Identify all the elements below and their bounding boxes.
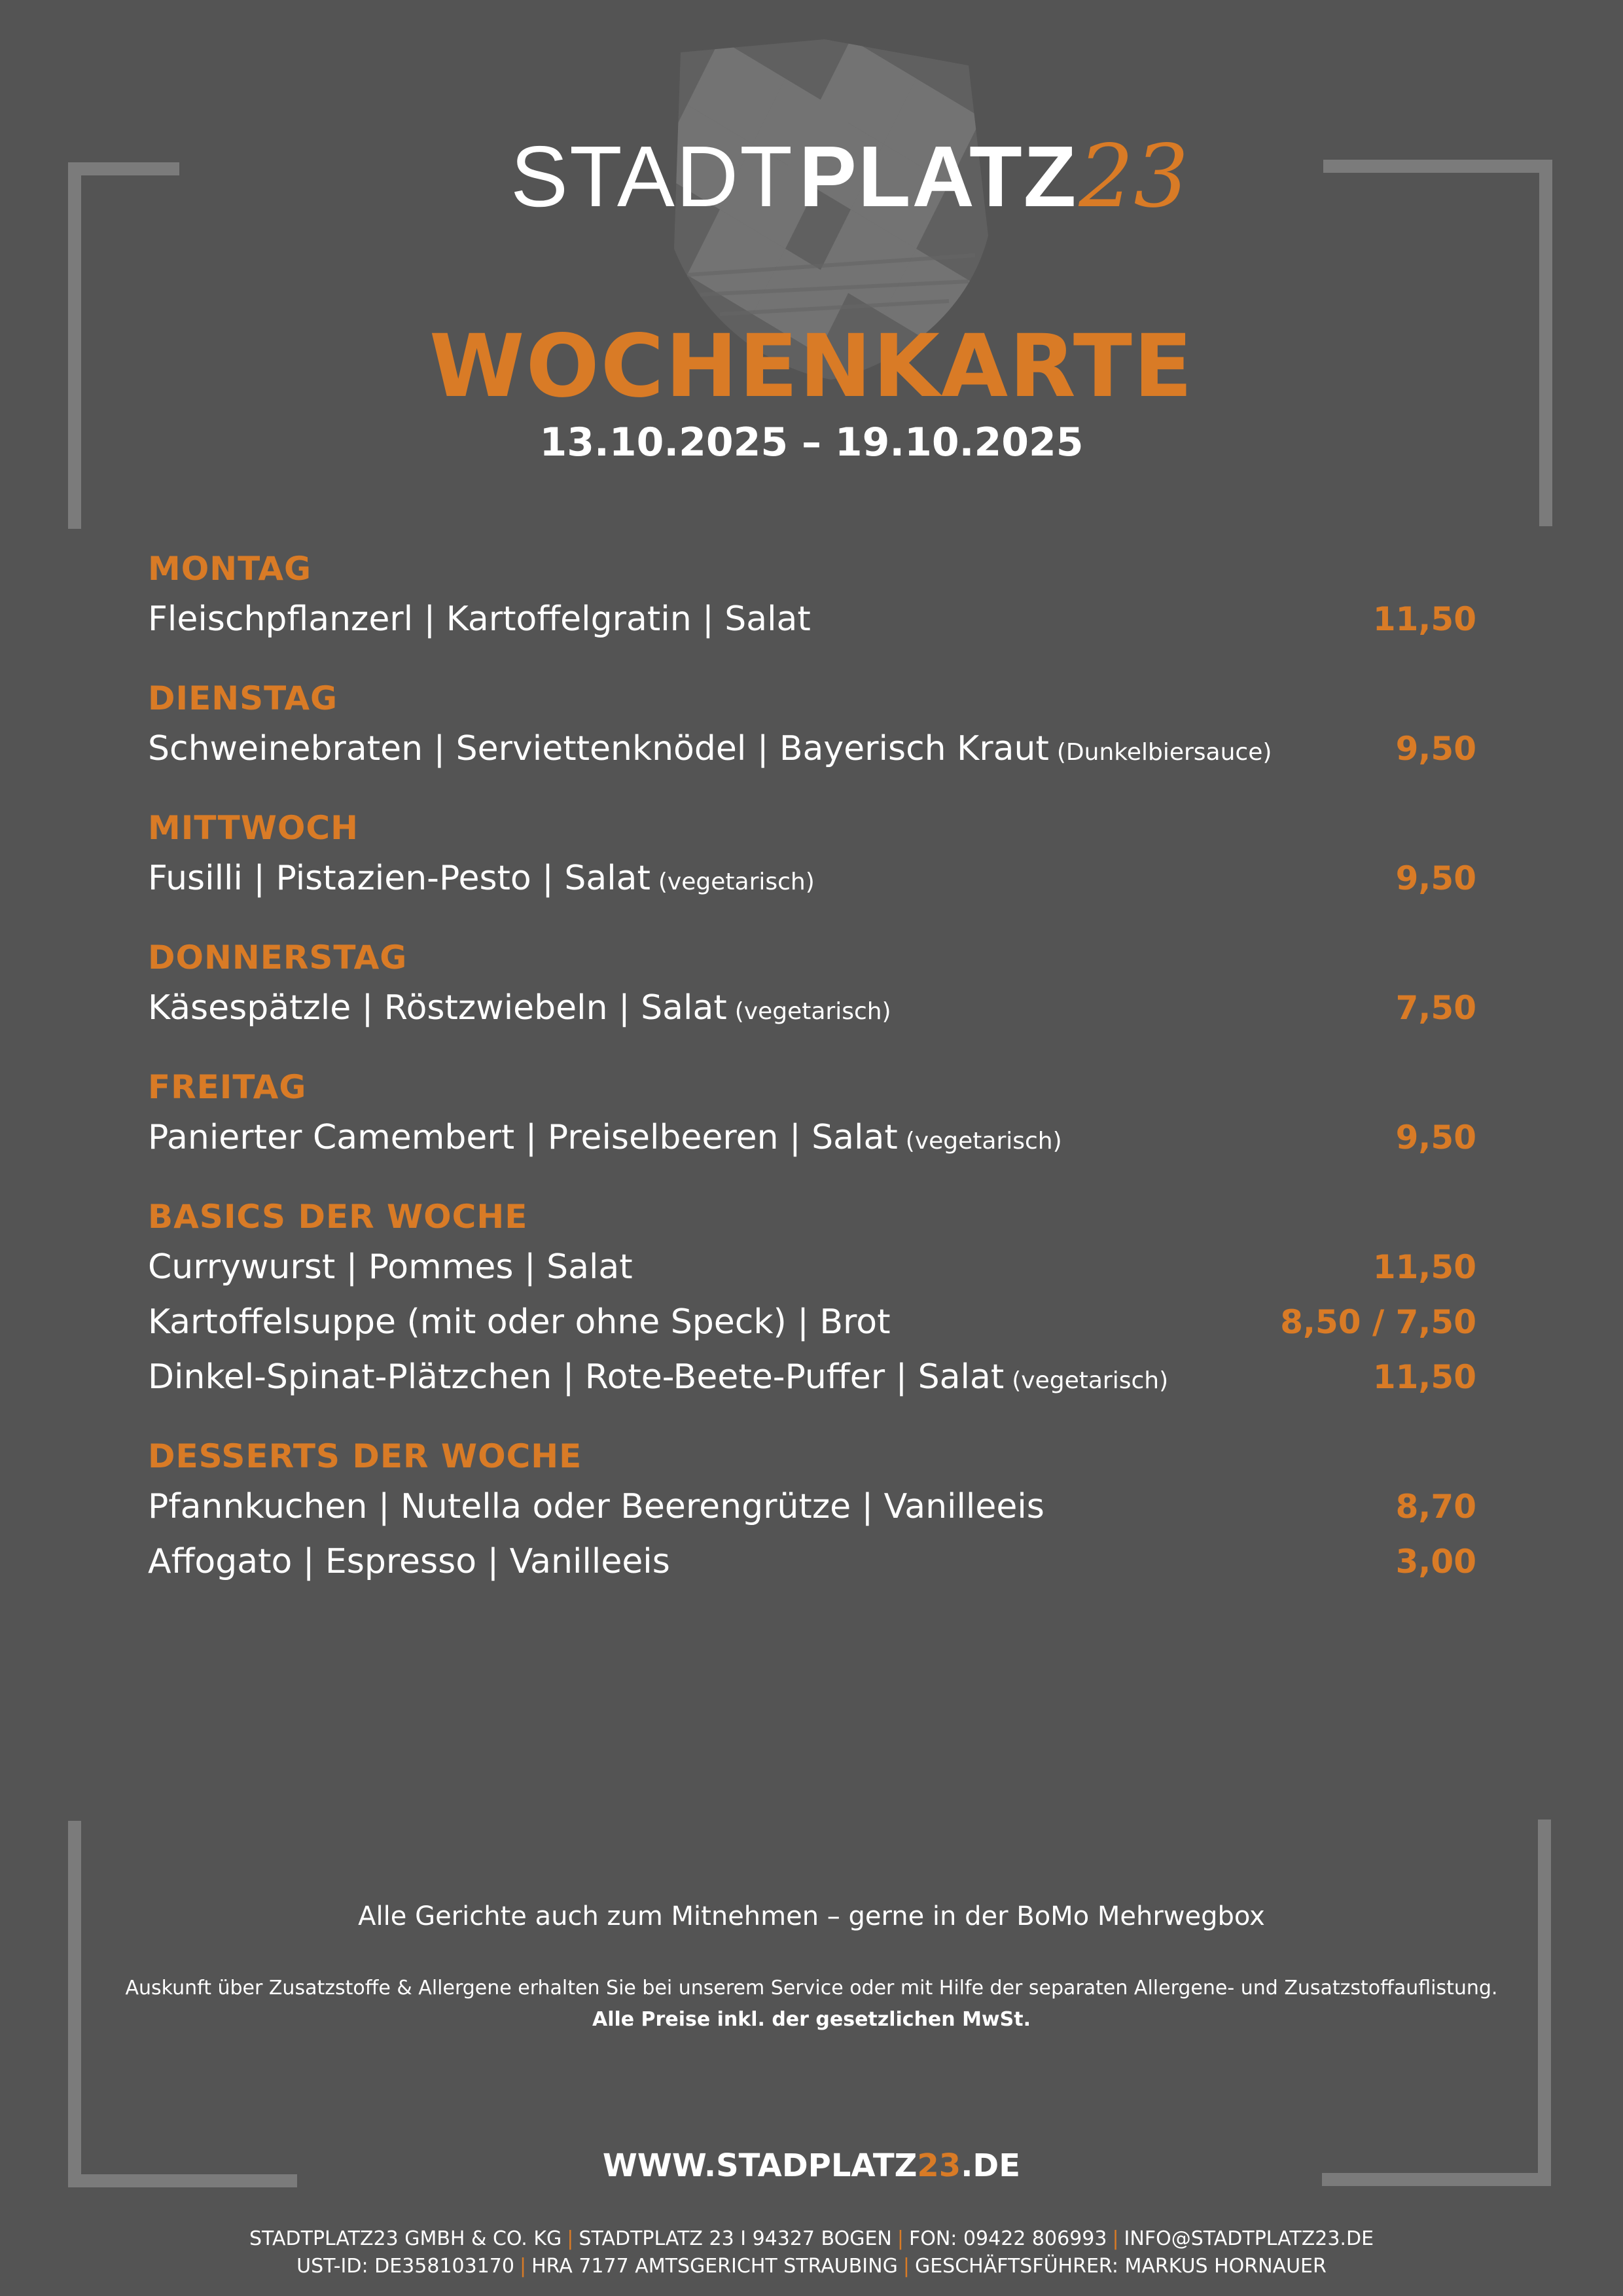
menu-item (148, 980, 1476, 1035)
section-title: MONTAG (148, 550, 312, 588)
item-name (148, 1110, 1062, 1169)
date-range: 13.10.2025 – 19.10.2025 (539, 420, 1084, 465)
legal-manager: GESCHÄFTSFÜHRER: MARKUS HORNAUER (914, 2255, 1327, 2278)
website-part-2: 23 (917, 2147, 961, 2184)
legal-line-2 (0, 2253, 1623, 2280)
item-name (148, 1479, 1044, 1534)
section-title: BASICS DER WOCHE (148, 1198, 528, 1236)
item-name (148, 1534, 670, 1589)
item-name (148, 721, 1272, 780)
separator: | (1112, 2227, 1119, 2250)
section-title: MITTWOCH (148, 809, 359, 847)
legal-company: STADTPLATZ23 GMBH & CO. KG (249, 2227, 562, 2250)
item-name (148, 1350, 1168, 1408)
item-price: 11,50 (1372, 1248, 1476, 1286)
website-part-1: WWW.STADPLATZ (602, 2147, 918, 2184)
section-title: FREITAG (148, 1068, 307, 1106)
item-name-text: Kartoffelsuppe (mit oder ohne Speck) | Brot (148, 1302, 891, 1342)
menu-section-freitag (148, 1064, 1476, 1165)
menu-item (148, 1295, 1476, 1350)
menu-section-basics (148, 1194, 1476, 1405)
item-note: (vegetarisch) (734, 998, 891, 1025)
takeaway-note: Alle Gerichte auch zum Mitnehmen – gerne in der BoMo Mehrwegbox (358, 1901, 1265, 1931)
menu-item (148, 721, 1476, 776)
item-name-text: Affogato | Espresso | Vanilleeis (148, 1542, 670, 1581)
item-name-text: Currywurst | Pommes | Salat (148, 1247, 633, 1287)
section-title: DIENSTAG (148, 679, 338, 717)
allergen-note: Auskunft über Zusatzstoffe & Allergene erhalten Sie bei unserem Service oder mit Hilfe der separaten Allergene- und Zusatzstoffauflistung. (125, 1977, 1498, 2000)
section-title: DONNERSTAG (148, 939, 408, 977)
item-name (148, 592, 811, 647)
item-note: (Dunkelbiersauce) (1056, 739, 1272, 766)
item-price: 3,00 (1395, 1543, 1476, 1581)
legal-registry: HRA 7177 AMTSGERICHT STRAUBING (531, 2255, 898, 2278)
website-part-3: .DE (961, 2147, 1021, 2184)
menu-section-mittwoch (148, 805, 1476, 906)
frame-corner-bottom-right (1322, 1820, 1551, 2186)
item-price: 9,50 (1395, 730, 1476, 768)
legal-phone: FON: 09422 806993 (908, 2227, 1107, 2250)
section-title: DESSERTS DER WOCHE (148, 1437, 582, 1475)
menu-section-dienstag (148, 675, 1476, 776)
menu-item (148, 1479, 1476, 1534)
menu-item (148, 851, 1476, 906)
item-name (148, 1295, 890, 1350)
item-name-text: Dinkel-Spinat-Plätzchen | Rote-Beete-Puffer | Salat (148, 1357, 1005, 1397)
logo-text-23: 23 (1079, 126, 1189, 227)
legal-address: STADTPLATZ 23 I 94327 BOGEN (579, 2227, 892, 2250)
item-name-text: Fleischpflanzerl | Kartoffelgratin | Salat (148, 600, 811, 639)
menu-section-desserts (148, 1433, 1476, 1589)
item-note: (vegetarisch) (1012, 1367, 1169, 1394)
item-price: 7,50 (1395, 989, 1476, 1027)
item-name-text: Panierter Camembert | Preiselbeeren | Salat (148, 1118, 898, 1157)
menu-item (148, 1240, 1476, 1295)
brand-logo (510, 128, 1188, 226)
item-price: 11,50 (1372, 600, 1476, 638)
website-link[interactable] (0, 2144, 1623, 2187)
separator: | (897, 2227, 904, 2250)
separator: | (519, 2255, 527, 2278)
item-price: 9,50 (1395, 859, 1476, 897)
menu-item (148, 1110, 1476, 1165)
item-price: 11,50 (1372, 1358, 1476, 1396)
menu-item (148, 1350, 1476, 1405)
separator: | (902, 2255, 910, 2278)
menu-item (148, 1534, 1476, 1589)
item-note: (vegetarisch) (905, 1128, 1062, 1155)
menu-section-montag (148, 546, 1476, 647)
item-name (148, 980, 891, 1039)
page-title: WOCHENKARTE (429, 316, 1194, 417)
item-name-text: Fusilli | Pistazien-Pesto | Salat (148, 859, 651, 898)
separator: | (567, 2227, 574, 2250)
item-price: 9,50 (1395, 1119, 1476, 1157)
item-price: 8,50 / 7,50 (1280, 1303, 1476, 1341)
item-name (148, 851, 815, 910)
item-name-text: Pfannkuchen | Nutella oder Beerengrütze | Vanilleeis (148, 1487, 1044, 1526)
item-note: (vegetarisch) (658, 869, 815, 895)
logo-text-platz: PLATZ (798, 128, 1078, 224)
legal-email[interactable]: INFO@STADTPLATZ23.DE (1124, 2227, 1374, 2250)
menu-section-donnerstag (148, 935, 1476, 1035)
legal-vat-id: UST-ID: DE358103170 (296, 2255, 514, 2278)
item-name (148, 1240, 633, 1295)
logo-text-stadt: STADT (510, 128, 794, 224)
menu-item (148, 592, 1476, 647)
vat-note: Alle Preise inkl. der gesetzlichen MwSt. (592, 2008, 1031, 2031)
legal-line-1 (0, 2225, 1623, 2253)
item-name-text: Käsespätzle | Röstzwiebeln | Salat (148, 988, 727, 1028)
menu-list (148, 546, 1476, 1618)
frame-corner-bottom-left (68, 1821, 297, 2187)
item-name-text: Schweinebraten | Serviettenknödel | Bayerisch Kraut (148, 729, 1049, 768)
item-price: 8,70 (1395, 1488, 1476, 1526)
